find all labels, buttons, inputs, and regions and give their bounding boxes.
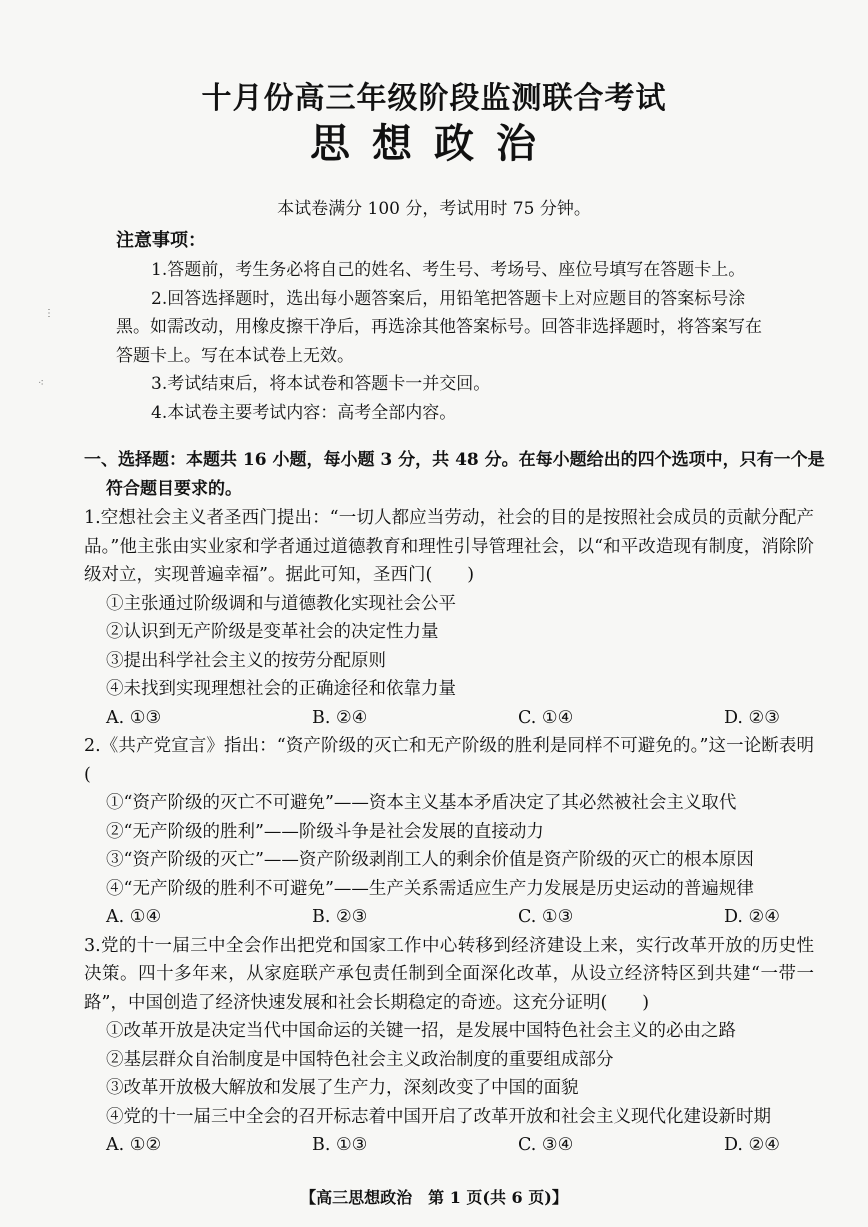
note-item: 3.考试结束后，将本试卷和答题卡一并交回。 [151,374,491,394]
choice-b: B. ②④ [312,707,368,728]
answer-choices [106,704,814,733]
statement-option: ③“资产阶级的灭亡”——资产阶级剥削工人的剩余价值是资产阶级的灭亡的根本原因 [106,850,754,870]
statement-option: ②认识到无产阶级是变革社会的决定性力量 [106,622,439,642]
note-item: 2.回答选择题时，选出每小题答案后，用铅笔把答题卡上对应题目的答案标号涂黑。如需改动，用橡皮擦干净后，再选涂其他答案标号。回答非选择题时，将答案写在答题卡上。写在本试卷上无效。 [116,288,762,366]
statement-option: ③改革开放极大解放和发展了生产力，深刻改变了中国的面貌 [106,1078,579,1098]
statement-option: ④“无产阶级的胜利不可避免”——生产关系需适应生产力发展是历史运动的普遍规律 [106,878,754,899]
choice-c: C. ③④ [518,1135,574,1155]
exam-info: 本试卷满分 100 分，考试用时 75 分钟。 [277,199,591,219]
answer-choices [106,903,814,932]
page-footer: 【高三思想政治 第 1 页(共 6 页)】 [300,1188,568,1207]
subject-title: 思想政治 [310,120,558,167]
choice-a: A. ①③ [106,707,162,728]
notes-title: 注意事项： [116,230,206,251]
statement-option: ④党的十一届三中全会的召开标志着中国开启了改革开放和社会主义现代化建设新时期 [106,1106,771,1127]
exam-title: 十月份高三年级阶段监测联合考试 [201,81,667,116]
note-item: 4.本试卷主要考试内容：高考全部内容。 [151,402,457,423]
choice-d: D. ②④ [724,907,780,927]
statement-option: ①改革开放是决定当代中国命运的关键一招，是发展中国特色社会主义的必由之路 [106,1021,736,1041]
statement-option: ①主张通过阶级调和与道德教化实现社会公平 [106,593,456,614]
choice-b: B. ①③ [312,1135,368,1155]
question-stem: 1.空想社会主义者圣西门提出：“一切人都应当劳动，社会的目的是按照社会成员的贡献分配产品。”他主张由实业家和学者通过道德教育和理性引导管理社会，以“和平改造现有制度，消除阶级对立，实现普遍幸福”。据此可知，圣西门( ) [84,508,814,585]
notes-list [116,256,776,427]
choice-b: B. ②③ [312,907,368,927]
choice-d: D. ②③ [724,707,780,728]
statement-option: ③提出科学社会主义的按劳分配原则 [106,650,386,671]
statement-option: ④未找到实现理想社会的正确途径和依靠力量 [106,679,456,699]
section-heading: 一、选择题：本题共 16 小题，每小题 3 分，共 48 分。在每小题给出的四个选项中，只有一个是符合题目要求的。 [84,450,825,499]
statement-option: ②基层群众自治制度是中国特色社会主义政治制度的重要组成部分 [106,1049,614,1070]
choice-c: C. ①③ [518,907,574,927]
margin-mark: ⁖ [38,378,44,389]
choice-d: D. ②④ [724,1135,780,1155]
question-stem: 3.党的十一届三中全会作出把党和国家工作中心转移到经济建设上来，实行改革开放的历史性决策。四十多年来，从家庭联产承包责任制到全面深化改革，从设立经济特区到共建“一带一路”，中国创造了经济快速发展和社会长期稳定的奇迹。这充分证明( ) [84,935,814,1013]
question-2 [84,732,814,932]
question-3 [84,932,814,1160]
choice-c: C. ①④ [518,707,574,728]
question-list [84,504,814,1160]
question-stem: 2.《共产党宣言》指出：“资产阶级的灭亡和无产阶级的胜利是同样不可避免的。”这一论断表明( [84,736,814,785]
choice-a: A. ①④ [106,907,162,927]
statement-option: ②“无产阶级的胜利”——阶级斗争是社会发展的直接动力 [106,821,544,842]
margin-mark: ⋮ [44,308,54,319]
note-item: 1.答题前，考生务必将自己的姓名、考生号、考场号、座位号填写在答题卡上。 [151,260,746,280]
question-1 [84,504,814,732]
answer-choices [106,1131,814,1160]
statement-option: ①“资产阶级的灭亡不可避免”——资本主义基本矛盾决定了其必然被社会主义取代 [106,793,737,813]
choice-a: A. ①② [106,1135,162,1155]
